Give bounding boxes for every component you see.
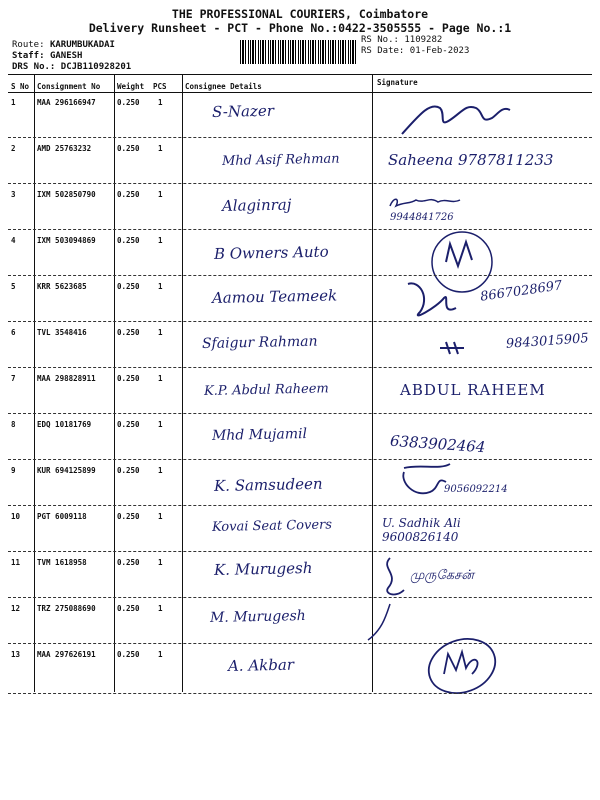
pcs-cell: 1: [158, 144, 163, 153]
pcs-cell: 1: [158, 466, 163, 475]
row-separator: [8, 459, 592, 460]
sno-cell: 6: [11, 328, 16, 337]
row-separator: [8, 229, 592, 230]
signature-area: [380, 600, 590, 646]
consignee-handwriting: Mhd Asif Rehman: [221, 151, 340, 169]
consignee-handwriting: K. Samsudeen: [213, 474, 323, 495]
route-line: [12, 40, 115, 51]
consignee-handwriting: M. Murugesh: [209, 607, 306, 626]
row-separator: [8, 643, 592, 644]
consignment-cell: MAA 297626191: [37, 650, 96, 659]
col-header-sno: S No: [11, 82, 30, 91]
row-separator: [8, 505, 592, 506]
drs-line: [12, 62, 131, 73]
consignment-cell: TVM 1618958: [37, 558, 87, 567]
signature-text: 9843015905: [505, 331, 590, 352]
signature-text: முருகேசன்: [410, 568, 474, 583]
consignment-cell: EDQ 10181769: [37, 420, 92, 429]
col-header-consignment: Consignment No: [37, 82, 101, 91]
row-separator: [8, 597, 592, 598]
signature-area: [380, 232, 590, 278]
table-row: [0, 416, 600, 462]
table-row: [0, 186, 600, 232]
signature-text: 9056092214: [444, 484, 508, 495]
consignee-handwriting: Alaginraj: [221, 195, 292, 215]
weight-cell: 0.250: [117, 604, 140, 613]
sno-cell: 1: [11, 98, 16, 107]
consignment-cell: PGT 6009118: [37, 512, 87, 521]
table-row: [0, 324, 600, 370]
row-separator: [8, 551, 592, 552]
row-separator: [8, 367, 592, 368]
sno-cell: 8: [11, 420, 16, 429]
consignment-cell: MAA 296166947: [37, 98, 96, 107]
pcs-cell: 1: [158, 190, 163, 199]
company-title: THE PROFESSIONAL COURIERS, Coimbatore: [171, 7, 429, 21]
pcs-cell: 1: [158, 420, 163, 429]
consignee-handwriting: B Owners Auto: [213, 242, 329, 263]
runsheet-subtitle: Delivery Runsheet - PCT - Phone No.:0422-3505555 - Page No.:1: [88, 21, 512, 35]
rs-no-label: RS No.:: [361, 35, 399, 45]
pcs-cell: 1: [158, 374, 163, 383]
consignee-handwriting: K.P. Abdul Raheem: [203, 381, 329, 399]
weight-cell: 0.250: [117, 236, 140, 245]
drs-value: DCJB110928201: [60, 62, 132, 72]
consignment-cell: KUR 694125899: [37, 466, 96, 475]
table-row: [0, 646, 600, 692]
row-separator: [8, 413, 592, 414]
col-header-pcs: PCS: [153, 82, 167, 91]
rs-date-value: 01-Feb-2023: [409, 46, 470, 56]
col-header-consignee: Consignee Details: [185, 82, 262, 91]
weight-cell: 0.250: [117, 98, 140, 107]
signature-area: [380, 646, 590, 692]
route-value: KARUMBUKADAI: [49, 40, 115, 50]
signature-area: [380, 94, 590, 140]
signature-scribble: [380, 94, 590, 140]
sno-cell: 5: [11, 282, 16, 291]
signature-scribble: [380, 646, 590, 692]
consignment-cell: MAA 298828911: [37, 374, 96, 383]
signature-area: [380, 140, 590, 186]
staff-line: [12, 51, 82, 62]
sno-cell: 2: [11, 144, 16, 153]
signature-area: [380, 370, 590, 416]
signature-area: [380, 508, 590, 554]
signature-text: Saheena 9787811233: [388, 151, 554, 169]
signature-area: [380, 462, 590, 508]
sno-cell: 4: [11, 236, 16, 245]
pcs-cell: 1: [158, 650, 163, 659]
drs-label: DRS No.:: [12, 62, 56, 72]
rs-no-value: 1109282: [404, 35, 443, 45]
col-header-weight: Weight: [117, 82, 145, 91]
signature-text: 8667028697: [479, 278, 564, 305]
pcs-cell: 1: [158, 558, 163, 567]
pcs-cell: 1: [158, 98, 163, 107]
row-separator: [8, 275, 592, 276]
row-separator: [8, 137, 592, 138]
staff-label: Staff:: [12, 51, 45, 61]
pcs-cell: 1: [158, 328, 163, 337]
barcode: [240, 40, 356, 64]
pcs-cell: 1: [158, 604, 163, 613]
row-separator: [8, 183, 592, 184]
table-row: [0, 232, 600, 278]
rs-date-line: [361, 46, 469, 57]
consignee-handwriting: K. Murugesh: [213, 558, 313, 579]
table-row: [0, 462, 600, 508]
sno-cell: 11: [11, 558, 21, 567]
weight-cell: 0.250: [117, 650, 140, 659]
consignment-cell: KRR 5623685: [37, 282, 87, 291]
signature-area: [380, 278, 590, 324]
pcs-cell: 1: [158, 512, 163, 521]
header-bottom-rule: [8, 92, 592, 93]
signature-text: 6383902464: [389, 431, 486, 457]
sno-cell: 12: [11, 604, 21, 613]
signature-scribble: [380, 600, 590, 646]
consignee-handwriting: A. Akbar: [227, 655, 295, 675]
consignment-cell: IXM 503094869: [37, 236, 96, 245]
table-row: [0, 554, 600, 600]
consignee-handwriting: Kovai Seat Covers: [211, 517, 333, 535]
signature-area: [380, 324, 590, 370]
sno-cell: 3: [11, 190, 16, 199]
consignee-handwriting: Sfaigur Rahman: [201, 333, 318, 352]
weight-cell: 0.250: [117, 144, 140, 153]
weight-cell: 0.250: [117, 558, 140, 567]
weight-cell: 0.250: [117, 466, 140, 475]
sno-cell: 9: [11, 466, 16, 475]
weight-cell: 0.250: [117, 328, 140, 337]
consignment-cell: TRZ 275088690: [37, 604, 96, 613]
sno-cell: 7: [11, 374, 16, 383]
signature-text: ABDUL RAHEEM: [400, 381, 546, 399]
row-separator: [8, 693, 592, 694]
row-separator: [8, 321, 592, 322]
weight-cell: 0.250: [117, 512, 140, 521]
table-row: [0, 370, 600, 416]
table-row: [0, 600, 600, 646]
weight-cell: 0.250: [117, 420, 140, 429]
rs-date-label: RS Date:: [361, 46, 405, 56]
signature-area: [380, 186, 590, 232]
signature-text: 9944841726: [390, 212, 454, 223]
table-top-rule: [8, 74, 592, 75]
table-row: [0, 140, 600, 186]
table-row: [0, 94, 600, 140]
signature-text: U. Sadhik Ali 9600826140: [382, 516, 461, 544]
col-header-signature: Signature: [377, 78, 418, 87]
signature-area: [380, 554, 590, 600]
consignee-handwriting: S-Nazer: [211, 101, 275, 121]
route-label: Route:: [12, 40, 45, 50]
consignment-cell: TVL 3548416: [37, 328, 87, 337]
staff-value: GANESH: [49, 51, 83, 61]
table-row: [0, 278, 600, 324]
signature-scribble: [380, 232, 590, 278]
signature-area: [380, 416, 590, 462]
rs-no-line: [361, 35, 442, 46]
weight-cell: 0.250: [117, 282, 140, 291]
weight-cell: 0.250: [117, 190, 140, 199]
pcs-cell: 1: [158, 236, 163, 245]
weight-cell: 0.250: [117, 374, 140, 383]
consignment-cell: AMD 25763232: [37, 144, 92, 153]
consignee-handwriting: Mhd Mujamil: [211, 426, 308, 444]
consignment-cell: IXM 502850790: [37, 190, 96, 199]
consignee-handwriting: Aamou Teameek: [211, 286, 338, 307]
sno-cell: 10: [11, 512, 21, 521]
table-row: [0, 508, 600, 554]
sno-cell: 13: [11, 650, 21, 659]
pcs-cell: 1: [158, 282, 163, 291]
